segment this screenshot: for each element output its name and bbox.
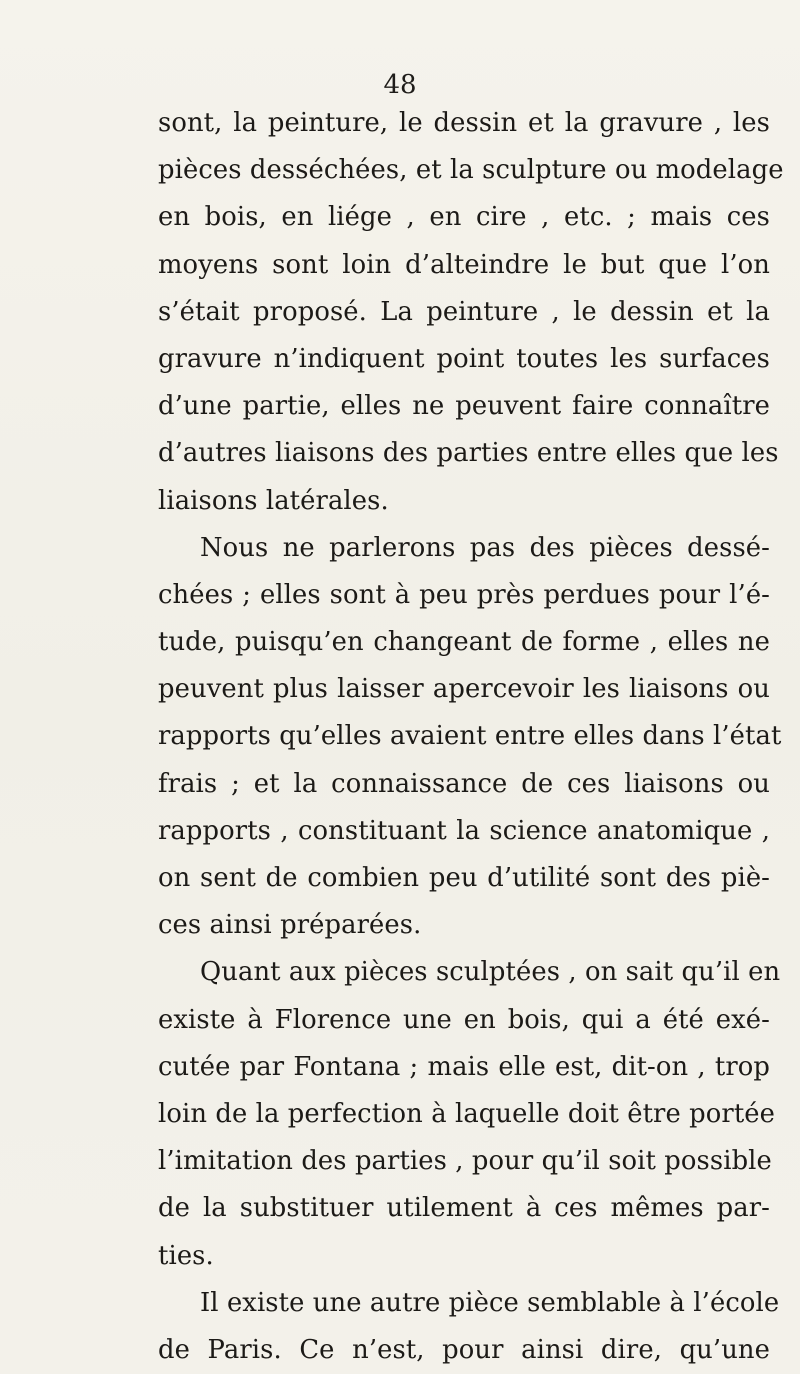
text-line: loin de la perfection à laquelle doit être portée [158, 1098, 776, 1129]
text-line: ties. [158, 1240, 214, 1271]
text-line: cutée par Fontana ; mais elle est, dit-on , trop [158, 1051, 770, 1082]
text-line: en bois, en liége , en cire , etc. ; mais ces [158, 202, 770, 233]
text-line: sont, la peinture, le dessin et la gravure , les [158, 108, 770, 138]
text-line: de la substituer utilement à ces mêmes par- [158, 1193, 770, 1224]
text-line: tude, puisqu’en changeant de forme , elles ne [158, 627, 770, 658]
page-number: 48 [383, 70, 417, 100]
text-line: liaisons latérales. [158, 485, 389, 516]
text-line: d’une partie, elles ne peuvent faire connaître [158, 391, 770, 422]
text-line: Nous ne parlerons pas des pièces dessé- [200, 532, 770, 563]
text-line: Quant aux pièces sculptées , on sait qu’il en [200, 957, 781, 988]
text-line: pièces desséchées, et la sculpture ou modelage [158, 155, 784, 186]
text-line: d’autres liaisons des parties entre elles que les [158, 438, 779, 469]
text-line: l’imitation des parties , pour qu’il soit possible [158, 1146, 772, 1177]
text-line: peuvent plus laisser apercevoir les liaisons ou [158, 674, 770, 705]
text-line: chées ; elles sont à peu près perdues pour l’é- [158, 579, 770, 610]
text-line: moyens sont loin d’alteindre le but que l’on [158, 249, 770, 280]
text-line: de Paris. Ce n’est, pour ainsi dire, qu’une [158, 1334, 770, 1365]
text-line: rapports qu’elles avaient entre elles dans l’état [158, 721, 782, 752]
body-text [158, 100, 784, 1374]
text-line: on sent de combien peu d’utilité sont des piè- [158, 863, 770, 893]
text-line: s’était proposé. La peinture , le dessin et la [158, 296, 770, 327]
text-line: rapports , constituant la science anatomique , [158, 815, 770, 846]
text-line: existe à Florence une en bois, qui a été exé- [158, 1004, 770, 1035]
text-line: ces ainsi préparées. [158, 910, 422, 941]
text-line: gravure n’indiquent point toutes les surfaces [158, 343, 770, 374]
text-line: Il existe une autre pièce semblable à l’école [200, 1287, 780, 1318]
text-line: frais ; et la connaissance de ces liaisons ou [158, 768, 770, 799]
